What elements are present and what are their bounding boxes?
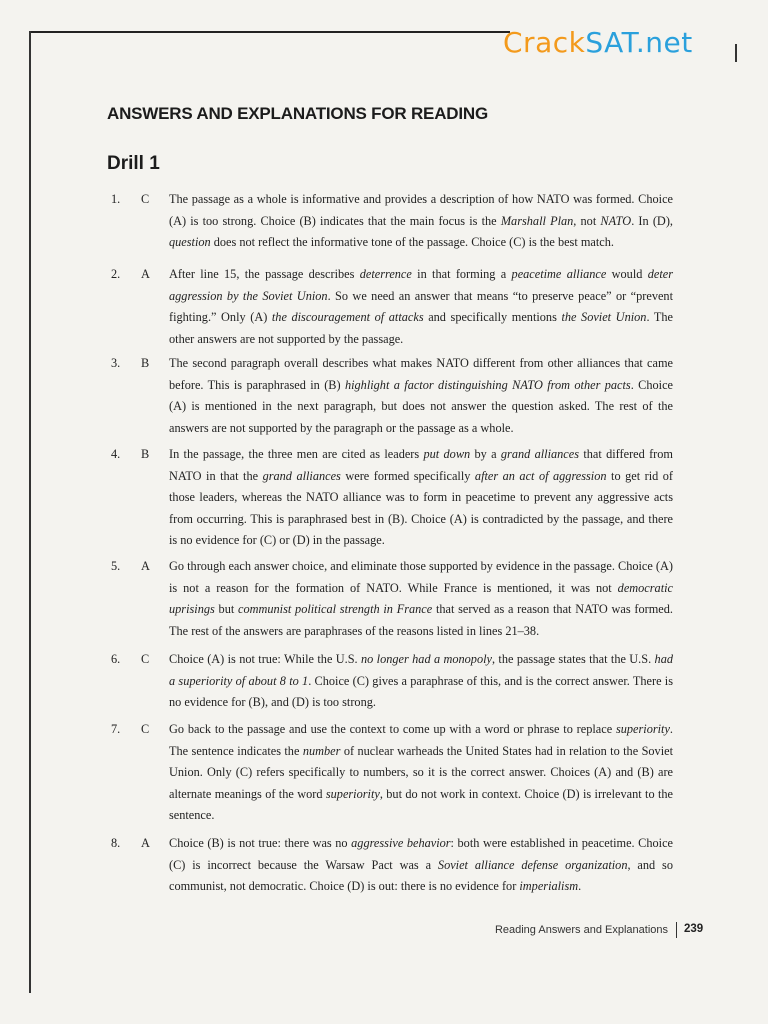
- running-footer: Reading Answers and Explanations: [494, 924, 668, 936]
- answer-explanation: The passage as a whole is informative and provides a description of how NATO was formed. Choice (A) is too strong. Choice (B) indicates that the main focus is the Marshall Plan, not NATO. In (D), question does not reflect the informative tone of the passage. Choice (C) is the best match.: [169, 192, 673, 249]
- footer-separator: [676, 922, 677, 938]
- question-number: 2.: [111, 267, 121, 281]
- answer-letter: B: [141, 447, 150, 461]
- top-rule: [30, 31, 510, 33]
- page-left-edge: [29, 31, 31, 993]
- question-number: 5.: [111, 559, 121, 573]
- answer-explanation: Choice (A) is not true: While the U.S. no longer had a monopoly, the passage states that the U.S. had a superiority of about 8 to 1. Choice (C) gives a paraphrase of this, and is the correct answer. There is no evidence for (B), and (D) is too strong.: [169, 652, 674, 709]
- question-number: 8.: [111, 836, 121, 850]
- answer-explanation: Choice (B) is not true: there was no aggressive behavior: both were established in peacetime. Choice (C) is incorrect because the Warsaw Pact was a Soviet alliance defense organization, and so communist, not democratic. Choice (D) is out: there is no evidence for imperialism.: [169, 836, 674, 893]
- answer-explanation: In the passage, the three men are cited as leaders put down by a grand alliances that differed from NATO in that the grand alliances were formed specifically after an act of aggression to get rid of those leaders, whereas the NATO alliance was to form in peacetime to prevent any aggressive acts from occurring. This is paraphrased best in (B). Choice (A) is contradicted by the passage, and there is no evidence for (C) or (D) in the passage.: [169, 447, 673, 547]
- answer-explanation: Go through each answer choice, and eliminate those supported by evidence in the passage. Choice (A) is not a reason for the formation of NATO. While France is mentioned, it was not democratic uprisings but communist political strength in France that served as a reason that NATO was formed. The rest of the answers are paraphrases of the reasons listed in lines 21–38.: [169, 559, 673, 638]
- page-number: 239: [684, 923, 704, 935]
- watermark-part-2: SAT.net: [585, 26, 693, 59]
- question-number: 7.: [111, 722, 121, 736]
- answer-explanation: The second paragraph overall describes what makes NATO different from other alliances that came before. This is paraphrased in (B) highlight a factor distinguishing NATO from other pacts. Choice (A) is mentioned in the next paragraph, but does not answer the question asked. The rest of the answers are not supported by the paragraph or the passage as a whole.: [169, 356, 673, 435]
- question-number: 1.: [111, 192, 121, 206]
- drill-heading: Drill 1: [107, 153, 160, 174]
- question-number: 6.: [111, 652, 121, 666]
- answer-letter: C: [141, 192, 150, 206]
- answer-letter: A: [141, 559, 150, 573]
- watermark-logo: [503, 26, 693, 59]
- answer-letter: C: [141, 722, 150, 736]
- answer-explanation: Go back to the passage and use the context to come up with a word or phrase to replace superiority. The sentence indicates the number of nuclear warheads the United States had in relation to the Soviet Union. Only (C) refers specifically to numbers, so it is the correct answer. Choices (A) and (B) are alternate meanings of the word superiority, but do not work in context. Choice (D) is irrelevant to the sentence.: [169, 722, 673, 822]
- answer-letter: C: [141, 652, 150, 666]
- question-number: 4.: [111, 447, 121, 461]
- answer-letter: B: [141, 356, 150, 370]
- answer-letter: A: [141, 836, 150, 850]
- question-number: 3.: [111, 356, 121, 370]
- watermark-part-1: Crack: [503, 26, 586, 59]
- page-right-edge-mark: [735, 44, 737, 62]
- section-heading: ANSWERS AND EXPLANATIONS FOR READING: [107, 104, 488, 123]
- answer-letter: A: [141, 267, 150, 281]
- answer-explanation: After line 15, the passage describes deterrence in that forming a peacetime alliance would deter aggression by the Soviet Union. So we need an answer that means “to preserve peace” or “prevent fighting.” Only (A) the discouragement of attacks and specifically mentions the Soviet Union. The other answers are not supported by the passage.: [169, 267, 673, 346]
